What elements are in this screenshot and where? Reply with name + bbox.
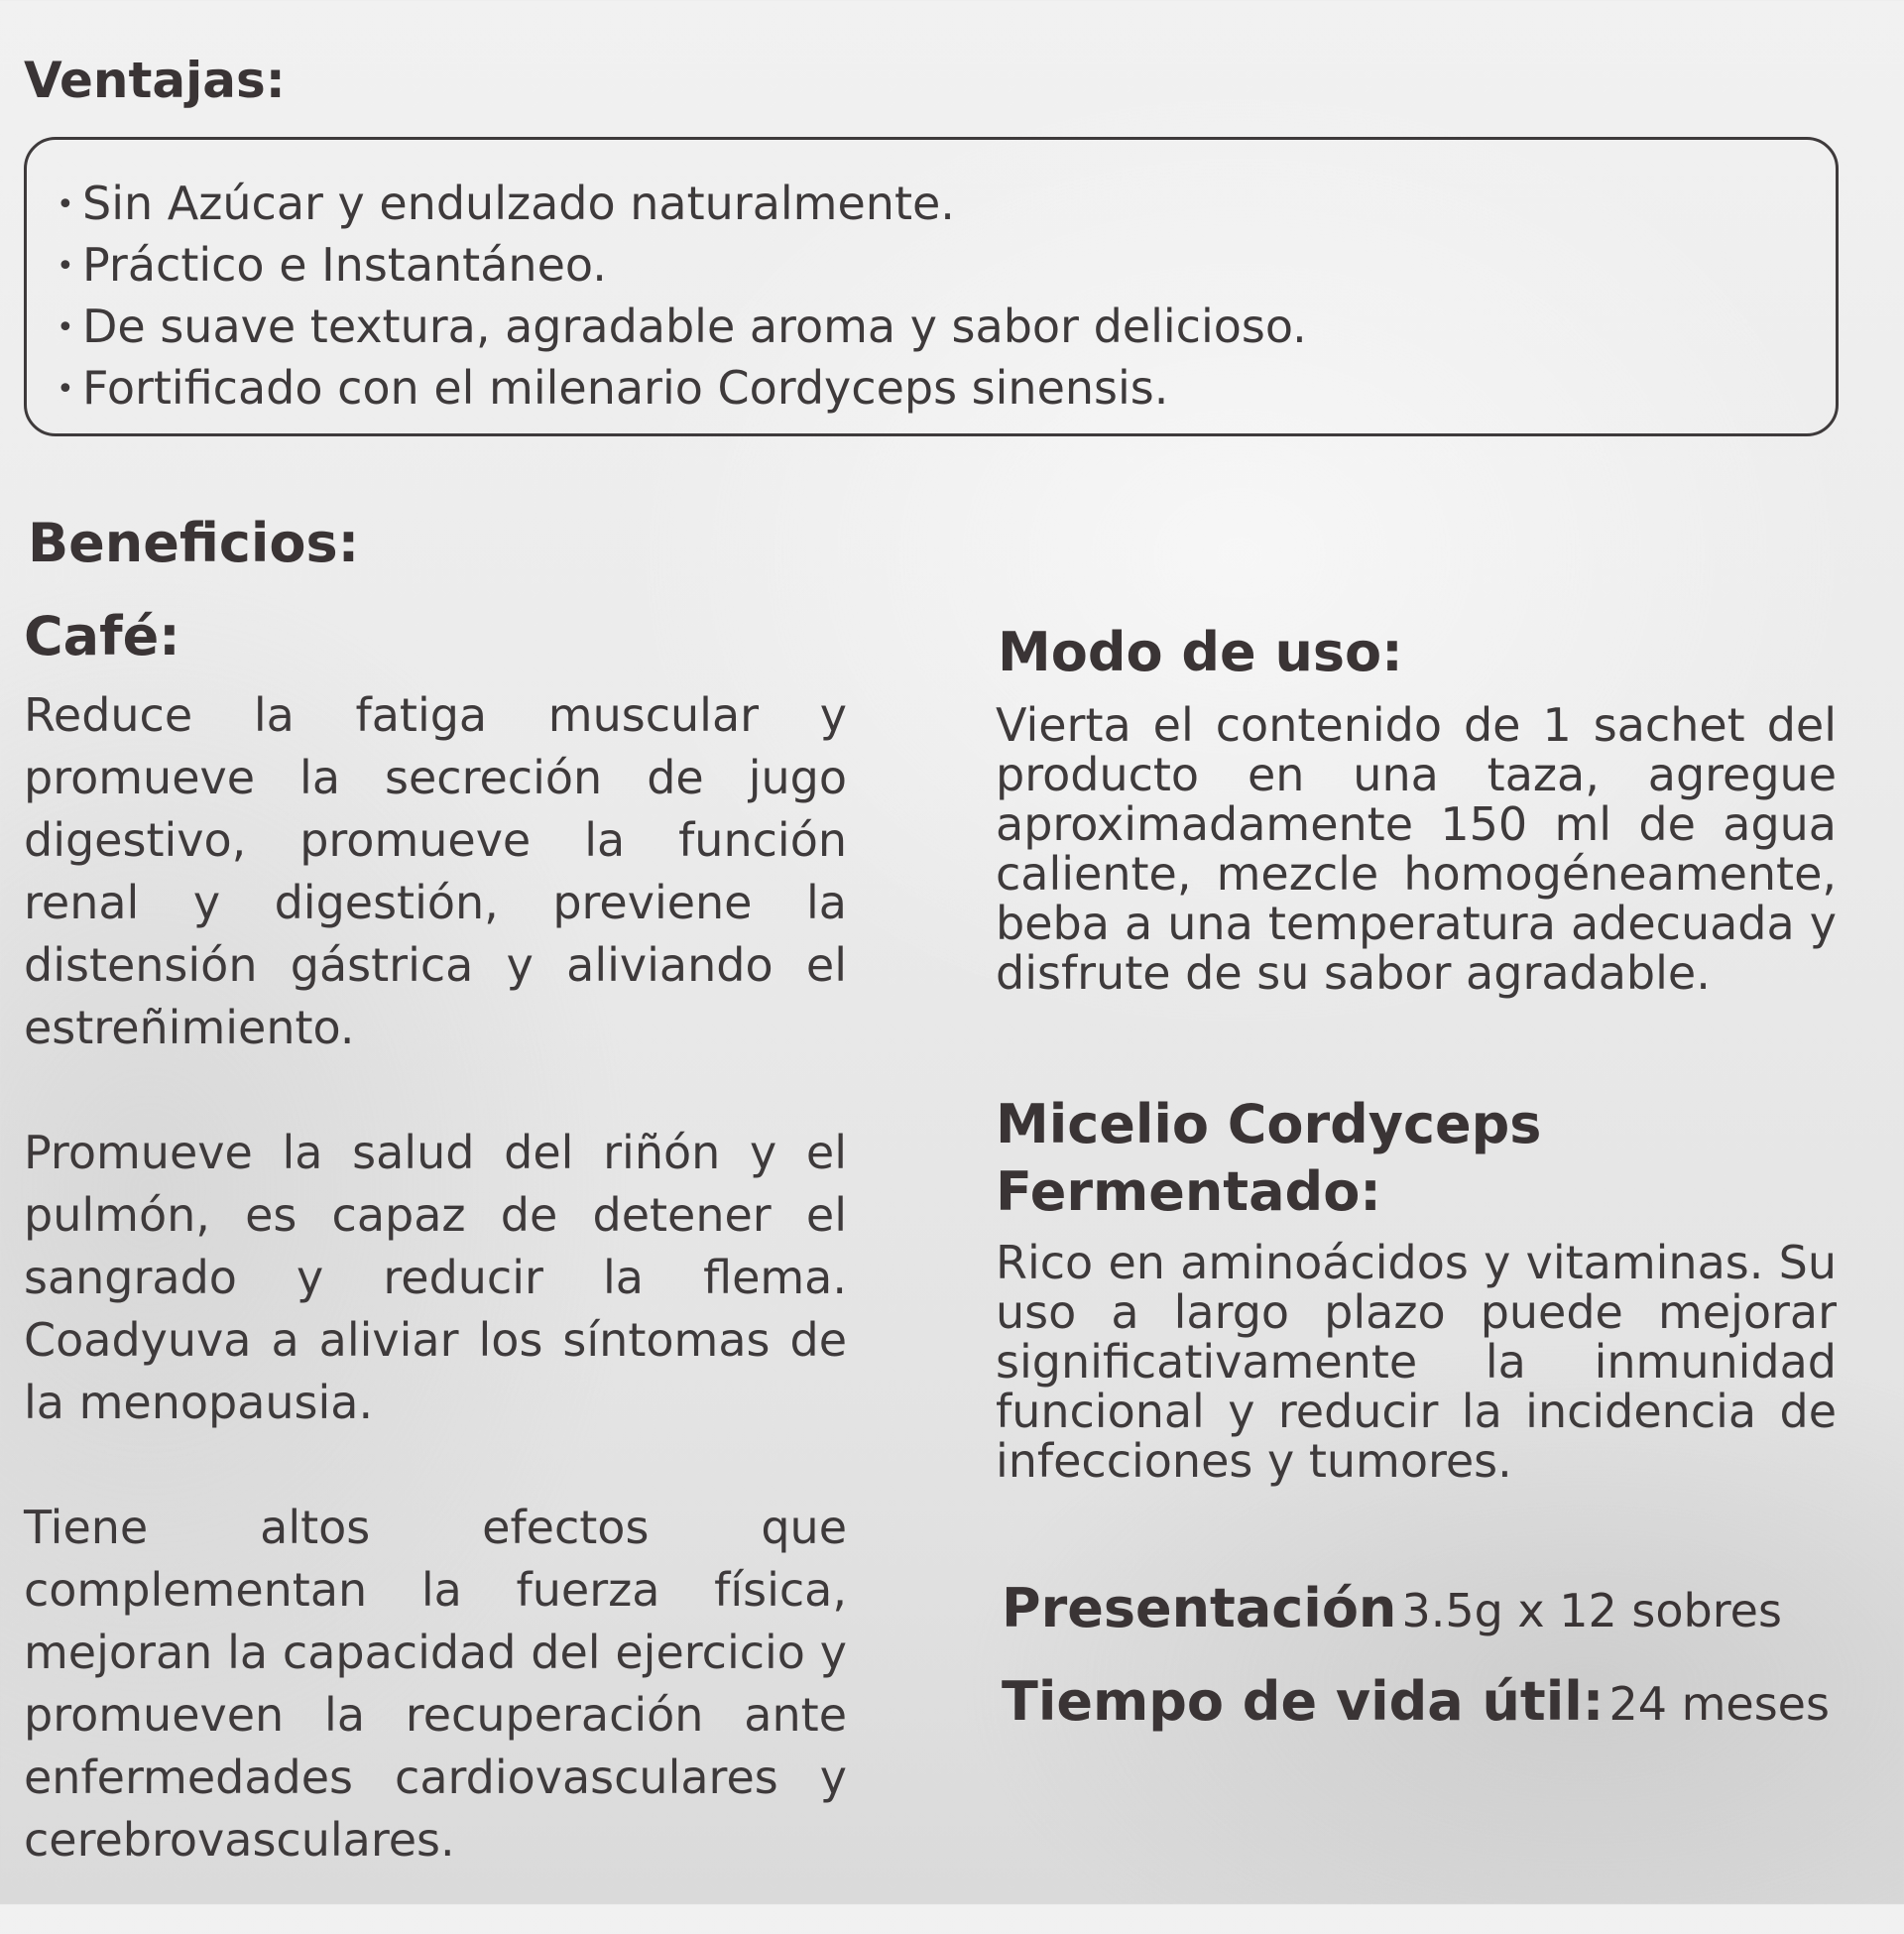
micelio-heading: Micelio Cordyceps Fermentado: [996,1093,1542,1223]
ventajas-item [57,235,1836,297]
ventajas-item-text: Sin Azúcar y endulzado naturalmente. [82,177,955,230]
presentacion-row [1002,1577,1782,1639]
vida-util-label: Tiempo de vida útil: [1002,1670,1605,1733]
ventajas-item [57,358,1836,420]
ventajas-item [57,297,1836,358]
micelio-text: Rico en aminoácidos y vitaminas. Su uso a largo plazo puede mejorar significativamente la inmunidad funcional y reducir la incidencia de infecciones y tumores. [996,1236,1837,1488]
vida-util-row [1002,1670,1830,1733]
cafe-paragraph: Promueve la salud del riñón y el pulmón, es capaz de detener el sangrado y reducir la flema. Coadyuva a aliviar los síntomas de la menopausia. [24,1126,847,1429]
modo-de-uso-text: Vierta el contenido de 1 sachet del producto en una taza, agregue aproximadamente 150 ml de agua caliente, mezcle homogéneamente, beba a una temperatura adecuada y disfrute de su sabor agradable. [996,698,1837,1000]
modo-de-uso-body [996,700,1837,998]
modo-de-uso-heading: Modo de uso: [998,621,1403,683]
ventajas-item-text: Práctico e Instantáneo. [82,238,607,292]
beneficios-heading: Beneficios: [28,512,360,574]
cafe-paragraph: Tiene altos efectos que complementan la fuerza física, mejoran la capacidad del ejercicio y promueven la recuperación ante enfermedades cardiovasculares y cerebrovasculares. [24,1501,847,1867]
ventajas-item-text: Fortificado con el milenario Cordyceps sinensis. [82,361,1169,415]
presentacion-value: 3.5g x 12 sobres [1401,1584,1782,1637]
ventajas-list [57,174,1836,420]
cafe-body [24,684,847,1934]
presentacion-label: Presentación [1002,1577,1397,1639]
cafe-paragraph: Reduce la fatiga muscular y promueve la secreción de jugo digestivo, promueve la función renal y digestión, previene la distensión gástrica y aliviando el estreñimiento. [24,688,847,1054]
ventajas-heading: Ventajas: [24,52,286,109]
vida-util-value: 24 meses [1608,1677,1830,1731]
bullet-icon: • [57,249,74,284]
bullet-icon: • [57,372,74,407]
cafe-heading: Café: [24,605,180,667]
ventajas-item [57,174,1836,235]
ventajas-item-text: De suave textura, agradable aroma y sabor delicioso. [82,300,1307,353]
ventajas-box [24,137,1839,436]
micelio-body [996,1238,1837,1486]
bullet-icon: • [57,187,74,222]
bullet-icon: • [57,310,74,345]
